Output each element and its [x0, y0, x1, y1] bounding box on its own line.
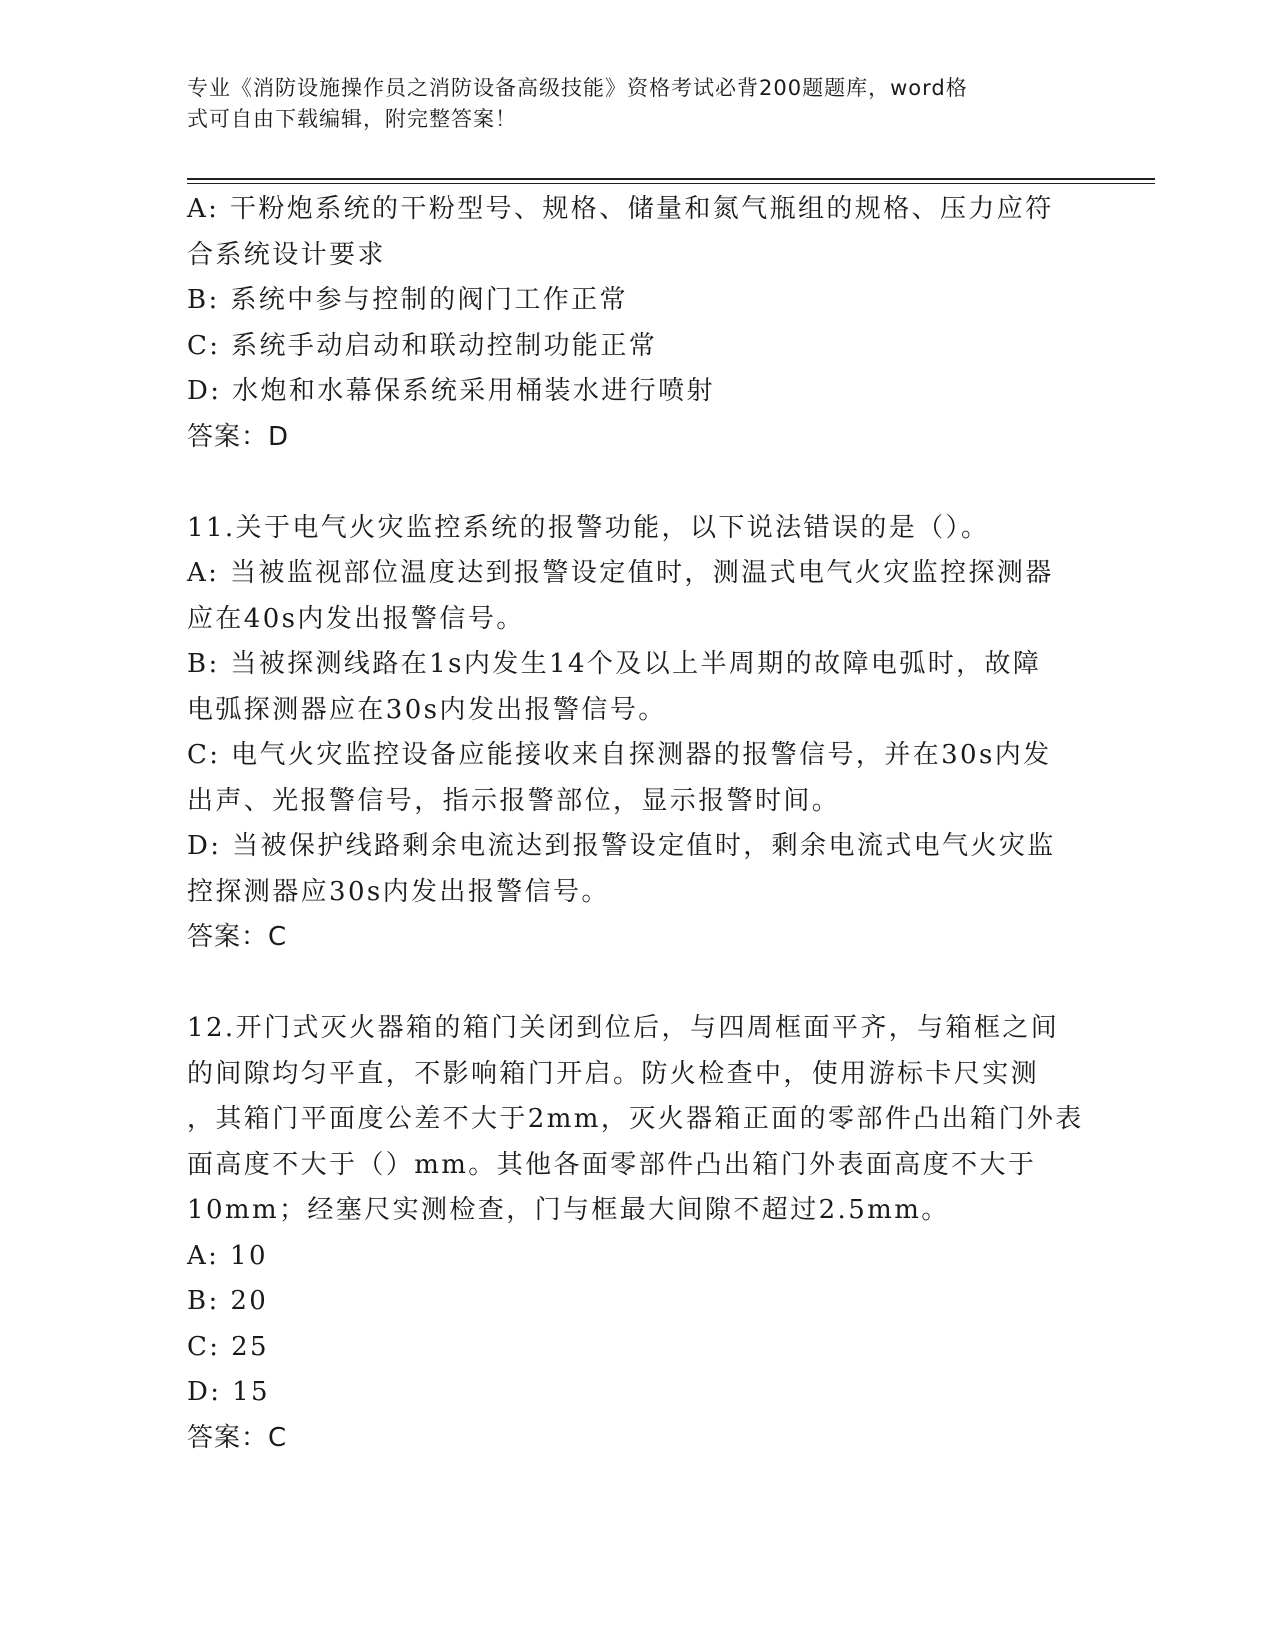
- q12-option-a: A: 10: [187, 1240, 268, 1271]
- q11-option-c-line-2: 出声、光报警信号，指示报警部位，显示报警时间。: [187, 785, 841, 816]
- question-spacer: [187, 460, 1087, 506]
- q11-option-a-line-2: 应在40s内发出报警信号。: [187, 603, 525, 634]
- q11-option-a-line-1: A: 当被监视部位温度达到报警设定值时，测温式电气火灾监控探测器: [187, 558, 1054, 588]
- header-divider-thin: [187, 183, 1155, 184]
- header-line-2: 式可自由下载编辑，附完整答案！: [187, 107, 517, 131]
- q12-option-d: D: 15: [187, 1377, 270, 1407]
- question-content: [187, 187, 1087, 1461]
- q11-option-c-line-1: C: 电气火灾监控设备应能接收来自探测器的报警信号，并在30s内发: [187, 740, 1052, 770]
- q11-option-b-line-1: B: 当被探测线路在1s内发生14个及以上半周期的故障电弧时，故障: [187, 649, 1042, 679]
- q12-answer: 答案：C: [187, 1422, 288, 1453]
- q11-option-d-line-2: 控探测器应30s内发出报警信号。: [187, 876, 610, 907]
- q12-stem-line-2: 的间隙均匀平直，不影响箱门开启。防火检查中，使用游标卡尺实测: [187, 1058, 1040, 1089]
- q12-stem-line-5: 10mm；经塞尺实测检查，门与框最大间隙不超过2.5mm。: [187, 1195, 950, 1225]
- question-10-block: [187, 187, 1087, 460]
- header-divider-thick: [187, 178, 1155, 180]
- q12-option-b: B: 20: [187, 1286, 269, 1316]
- question-12-block: [187, 1006, 1087, 1461]
- q10-option-a-line-1: A: 干粉炮系统的干粉型号、规格、储量和氮气瓶组的规格、压力应符: [187, 194, 1054, 224]
- q12-stem-line-4: 面高度不大于（）mm。其他各面零部件凸出箱门外表面高度不大于: [187, 1149, 1037, 1180]
- q11-option-b-line-2: 电弧探测器应在30s内发出报警信号。: [187, 694, 667, 725]
- question-11-block: [187, 506, 1087, 961]
- q10-option-c: C: 系统手动启动和联动控制功能正常: [187, 330, 658, 361]
- q10-answer: 答案：D: [187, 421, 290, 452]
- q11-option-d-line-1: D: 当被保护线路剩余电流达到报警设定值时，剩余电流式电气火灾监: [187, 831, 1056, 861]
- document-header: [187, 73, 1067, 135]
- q10-option-a-line-2: 合系统设计要求: [187, 239, 386, 270]
- header-line-1: 专业《消防设施操作员之消防设备高级技能》资格考试必背200题题库，word格: [187, 76, 968, 100]
- q11-stem: 11.关于电气火灾监控系统的报警功能，以下说法错误的是（）。: [187, 512, 990, 543]
- q12-stem-line-1: 12.开门式灭火器箱的箱门关闭到位后，与四周框面平齐，与箱框之间: [187, 1013, 1060, 1043]
- q10-option-d: D: 水炮和水幕保系统采用桶装水进行喷射: [187, 376, 715, 406]
- q12-stem-line-3: ，其箱门平面度公差不大于2mm，灭火器箱正面的零部件凸出箱门外表: [187, 1104, 1084, 1134]
- q12-option-c: C: 25: [187, 1331, 270, 1362]
- q10-option-b: B: 系统中参与控制的阀门工作正常: [187, 285, 628, 315]
- question-spacer: [187, 961, 1087, 1007]
- q11-answer: 答案：C: [187, 922, 288, 952]
